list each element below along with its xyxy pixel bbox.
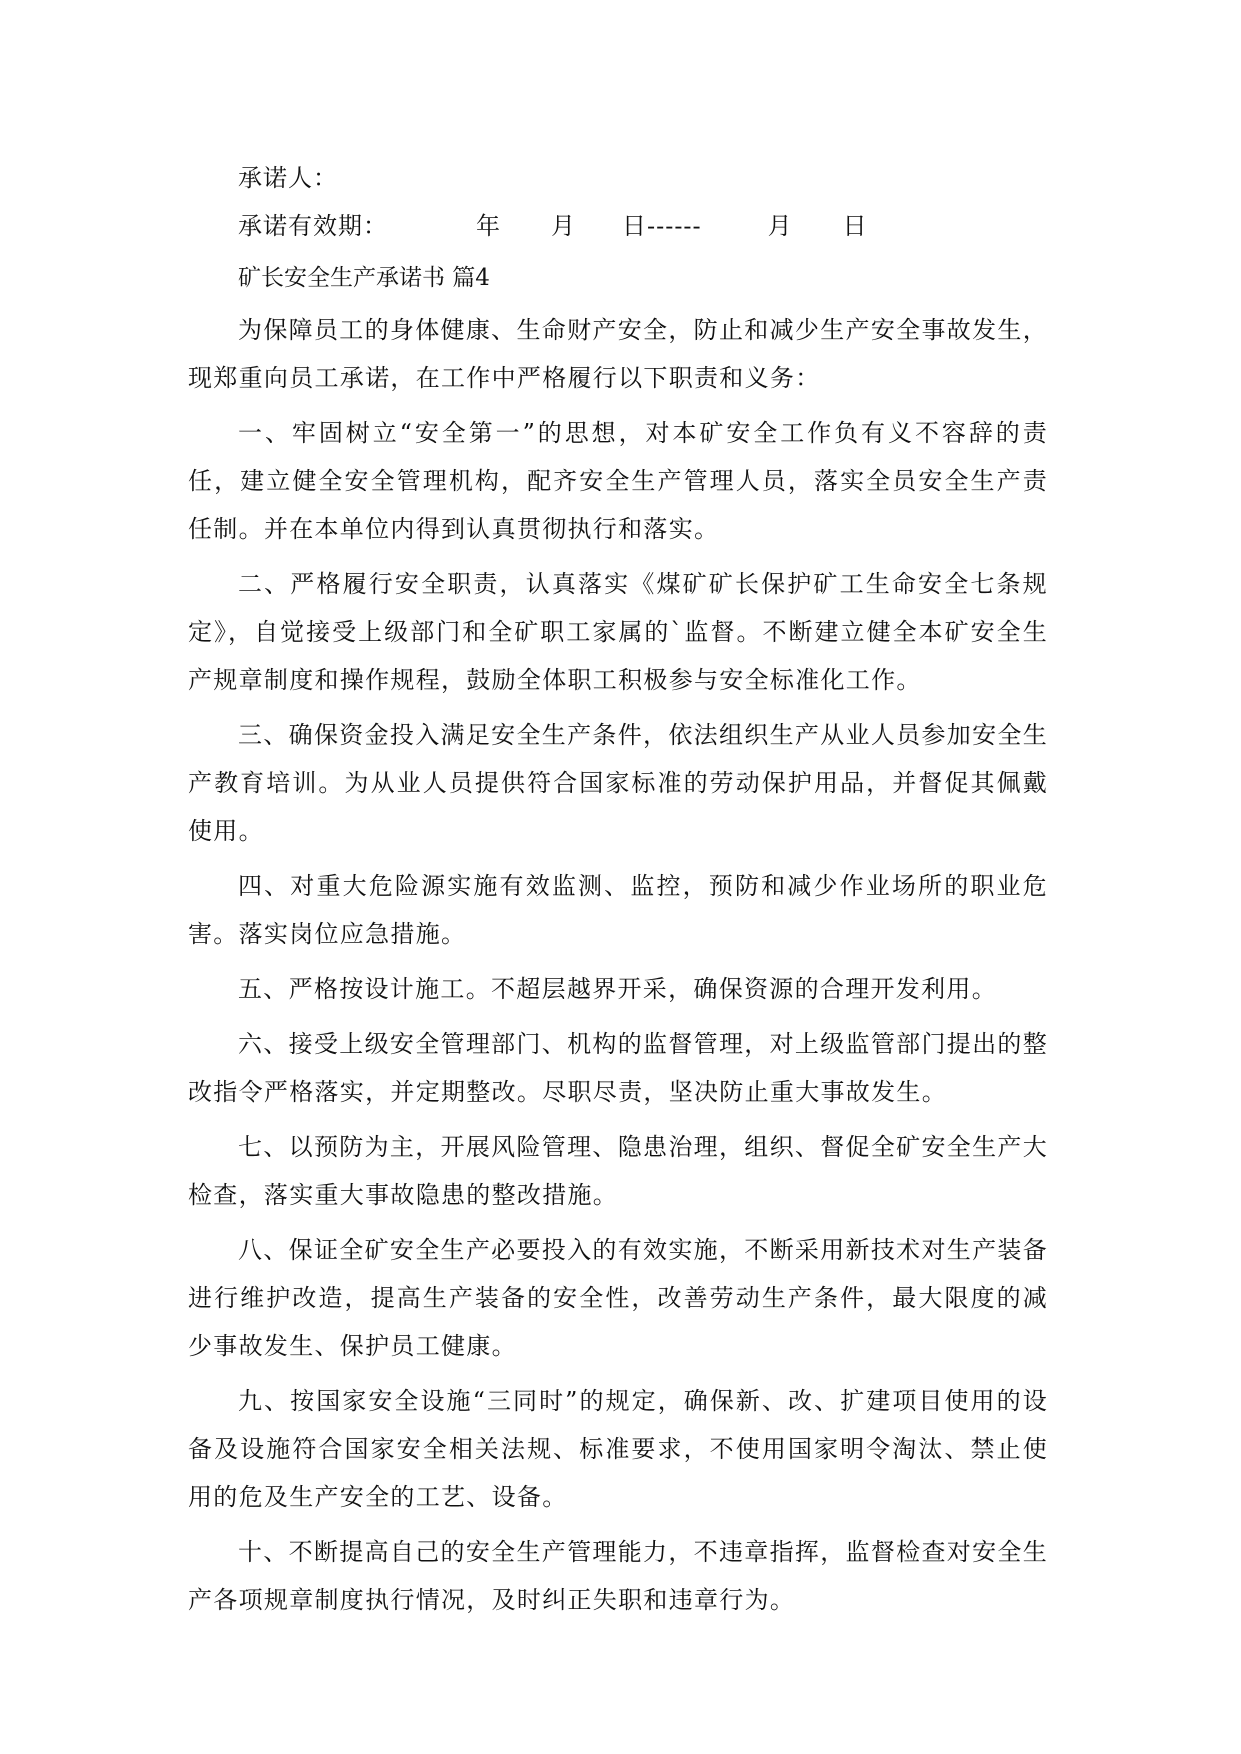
section-title: 矿长安全生产承诺书 篇4 — [238, 265, 490, 291]
validity-day-range: 日------ — [622, 212, 702, 240]
paragraph-intro: 为保障员工的身体健康、生命财产安全，防止和减少生产安全事故发生，现郑重向员工承诺，在工作中严格履行以下职责和义务： — [188, 316, 1048, 392]
paragraph-1: 一、牢固树立“安全第一”的思想，对本矿安全工作负有义不容辞的责任，建立健全安全管理机构，配齐安全生产管理人员，落实全员安全生产责任制。并在本单位内得到认真贯彻执行和落实。 — [188, 419, 1048, 543]
promisor-label: 承诺人： — [238, 164, 338, 192]
validity-day-2: 日 — [842, 212, 868, 240]
paragraph-3: 三、确保资金投入满足安全生产条件，依法组织生产从业人员参加安全生产教育培训。为从业人员提供符合国家标准的劳动保护用品，并督促其佩戴使用。 — [188, 721, 1048, 845]
validity-month-2: 月 — [767, 212, 793, 240]
validity-month: 月 — [551, 212, 576, 240]
promisor-line — [188, 154, 1048, 202]
paragraph-4: 四、对重大危险源实施有效监测、监控，预防和减少作业场所的职业危害。落实岗位应急措施。 — [188, 872, 1048, 948]
document-body — [188, 154, 1048, 1631]
paragraph-7: 七、以预防为主，开展风险管理、隐患治理，组织、督促全矿安全生产大检查，落实重大事故隐患的整改措施。 — [188, 1133, 1048, 1209]
validity-label: 承诺有效期： — [238, 212, 388, 240]
paragraph-8: 八、保证全矿安全生产必要投入的有效实施，不断采用新技术对生产装备进行维护改造，提高生产装备的安全性，改善劳动生产条件，最大限度的减少事故发生、保护员工健康。 — [188, 1236, 1048, 1360]
paragraph-5: 五、严格按设计施工。不超层越界开采，确保资源的合理开发利用。 — [238, 975, 997, 1003]
paragraph-9: 九、按国家安全设施“三同时”的规定，确保新、改、扩建项目使用的设备及设施符合国家安全相关法规、标准要求，不使用国家明令淘汰、禁止使用的危及生产安全的工艺、设备。 — [188, 1387, 1048, 1511]
paragraph-6: 六、接受上级安全管理部门、机构的监督管理，对上级监管部门提出的整改指令严格落实，并定期整改。尽职尽责，坚决防止重大事故发生。 — [188, 1030, 1048, 1106]
validity-year: 年 — [476, 212, 501, 240]
paragraph-10: 十、不断提高自己的安全生产管理能力，不违章指挥，监督检查对安全生产各项规章制度执行情况，及时纠正失职和违章行为。 — [188, 1538, 1048, 1614]
paragraph-2: 二、严格履行安全职责，认真落实《煤矿矿长保护矿工生命安全七条规定》，自觉接受上级部门和全矿职工家属的`监督。不断建立健全本矿安全生产规章制度和操作规程，鼓励全体职工积极参与安全标准化工作。 — [188, 570, 1048, 694]
validity-line — [188, 202, 1048, 250]
